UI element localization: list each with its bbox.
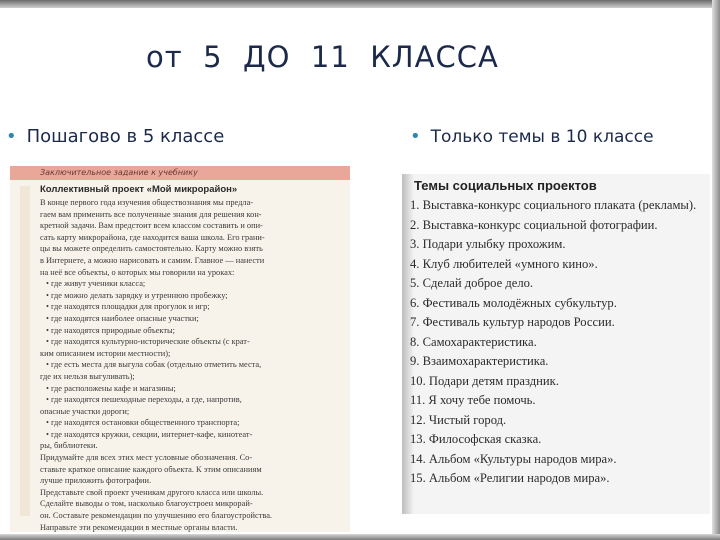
topic-item: 14. Альбом «Культуры народов мира».: [410, 451, 617, 466]
scan-text-line: сать карту микрорайона, где находится ваша школа. Его грани-: [40, 232, 265, 242]
topic-item: 13. Философская сказка.: [410, 432, 542, 446]
topics-list: [410, 196, 696, 489]
topic-item: 7. Фестиваль культур народов России.: [410, 315, 615, 329]
topic-item: 8. Самохарактеристика.: [410, 334, 537, 349]
scan-text-line: • где находятся остановки общественного транспорта;: [46, 418, 240, 428]
slide-frame-right: [712, 0, 720, 540]
scan-text-line: кретной задачи. Вам предстоит всем классом составить и опи-: [40, 221, 263, 231]
topic-item: 15. Альбом «Религии народов мира».: [410, 471, 610, 485]
textbook-scan-left: [10, 166, 350, 532]
scan-text-line: • где находятся пешеходные переходы, а где, напротив,: [46, 395, 242, 405]
topic-item: 11. Я хочу тебе помочь.: [410, 393, 536, 407]
topic-item: 5. Сделай доброе дело.: [410, 276, 534, 290]
scan-text-line: • где находятся кружки, секции, интернет-кафе, кинотеат-: [46, 429, 253, 439]
topic-item: 1. Выставка-конкурс социального плаката (рекламы).: [410, 198, 697, 212]
scan-text-line: • где находятся культурно-исторические объекты (с крат-: [46, 337, 250, 347]
topic-item: 2. Выставка-конкурс социальной фотографии.: [410, 217, 658, 232]
scan-text-line: гаем вам применить все полученные знания для решения кон-: [40, 209, 262, 219]
left-bullet: [6, 126, 224, 147]
topic-item: 3. Подари улыбку прохожим.: [410, 237, 566, 251]
right-bullet: [410, 126, 654, 147]
right-bullet-text: Только темы в 10 классе: [430, 126, 654, 147]
scan-text-line: Придумайте для всех этих мест условные обозначения. Со-: [40, 453, 253, 463]
scan-text-line: • где можно делать зарядку и утреннюю пробежку;: [46, 290, 228, 300]
scan-text-line: В конце первого года изучения обществознания мы предла-: [40, 198, 254, 207]
scan-text-lines: [40, 197, 342, 532]
bullet-dot-icon: •: [410, 126, 421, 147]
scan-text-line: • где расположены кафе и магазины;: [46, 383, 176, 393]
bullet-dot-icon: •: [6, 126, 17, 147]
scan-text-line: • где есть места для выгула собак (отдельно отметить места,: [46, 360, 262, 370]
scan-text-line: Сделайте выводы о том, насколько благоустроен микрорай-: [40, 499, 253, 509]
scan-body: [10, 180, 350, 532]
scan-text-line: он. Составьте рекомендации по улучшению его благоустройства.: [40, 511, 273, 521]
scan-text-line: • где находятся площадки для прогулок и игр;: [46, 302, 210, 312]
left-bullet-text: Пошагово в 5 классе: [26, 126, 225, 147]
scan-text-line: ставьте краткое описание каждого объекта. К этим описаниям: [40, 464, 262, 474]
scan-text-line: на неё все объекты, о которых мы говорили на уроках:: [40, 267, 235, 277]
scan-text-line: • где живут ученики класса;: [46, 279, 146, 289]
textbook-scan-right: [402, 174, 710, 514]
scan-text-line: • где находятся природные объекты;: [46, 325, 175, 335]
scan-text-line: • где находятся наиболее опасные участки;: [46, 313, 199, 323]
scan-text-line: где их нельзя выгуливать);: [40, 371, 135, 381]
topic-item: 12. Чистый город.: [410, 412, 507, 427]
topic-item: 4. Клуб любителей «умного кино».: [410, 256, 598, 271]
slide-frame-top: [0, 0, 720, 8]
scan-text-line: в Интернете, а можно нарисовать и самим. Главное — нанести: [40, 255, 265, 265]
slide-title: от 5 ДО 11 КЛАССА: [146, 40, 499, 74]
scan-text-line: ры, библиотеки.: [40, 441, 98, 451]
scan-text-line: Представьте свой проект ученикам другого класса или школы.: [40, 487, 264, 497]
slide-frame-bottom: [0, 534, 720, 540]
topics-list-title: Темы социальных проектов: [414, 178, 597, 193]
scan-text-line: ким описанием истории местности);: [40, 348, 171, 358]
scan-text-line: Направьте эти рекомендации в местные органы власти.: [40, 522, 238, 532]
scan-text-line: лучше приложить фотографии.: [40, 476, 152, 486]
topic-item: 6. Фестиваль молодёжных субкультур.: [410, 295, 617, 310]
scan-ribbon-header: Заключительное задание к учебнику: [10, 166, 350, 180]
project-title: Коллективный проект «Мой микрорайон»: [40, 184, 238, 195]
topic-item: 9. Взаимохарактеристика.: [410, 354, 549, 368]
topic-item: 10. Подари детям праздник.: [410, 373, 559, 388]
scan-text-line: опасные участки дороги;: [40, 406, 130, 416]
scan-text-line: цы вы можете определить самостоятельно. Карту можно взять: [40, 244, 263, 254]
